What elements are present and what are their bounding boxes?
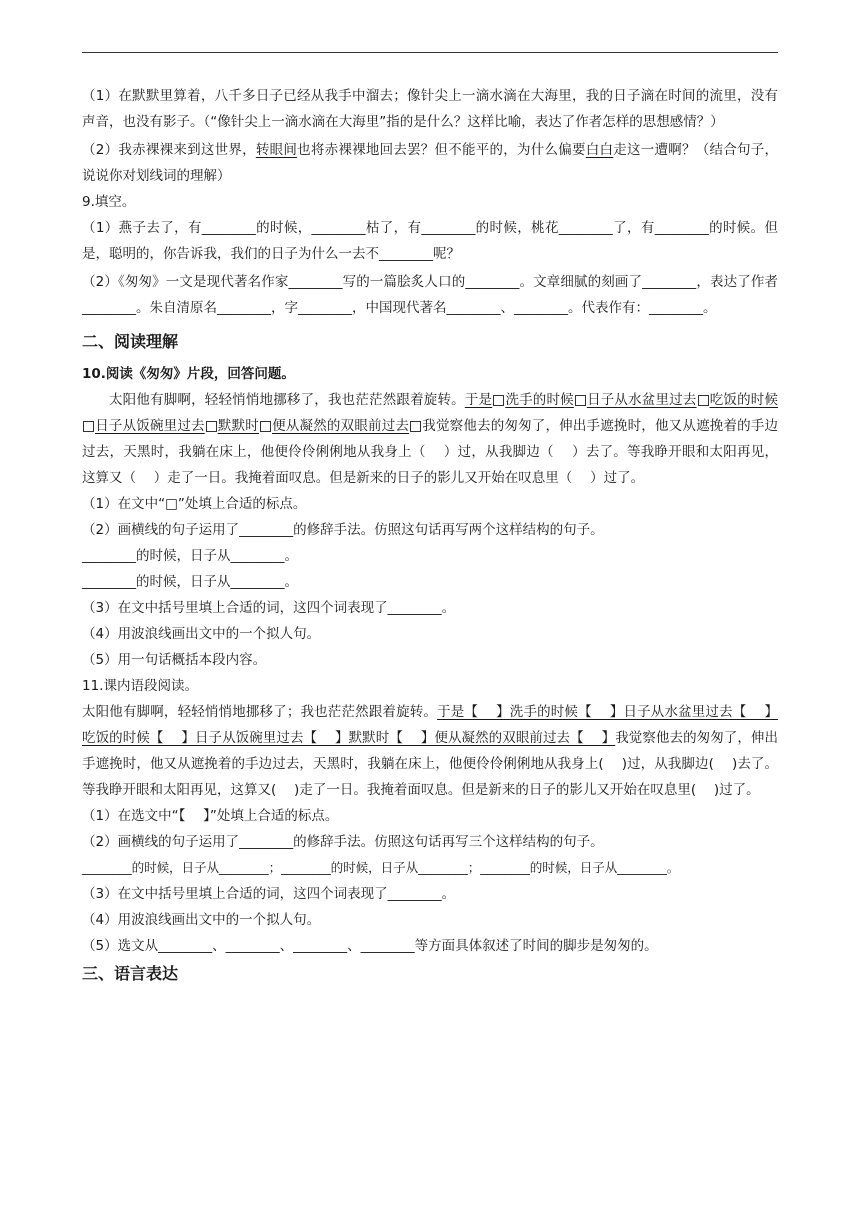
q11-title: 11.课内语段阅读。: [82, 678, 198, 694]
q10-underlined-sentence: 于是 洗手的时候 日子从水盆里过去 吃饭的时候日子从饭碗里过去 默默时 便从凝然的双眼前过去: [82, 392, 778, 434]
underlined-word-baibai: 白白: [585, 142, 614, 158]
q9-part1: （1）燕子去了，有________的时候，________枯了，有________的时候，桃花________了，有________的时候。但是，聪明的，你告诉我，我们的日子为什么一去不________呢？: [82, 220, 778, 262]
header-rule: [82, 52, 778, 53]
q10-question-1: （1）在文中“□”处填上合适的标点。: [82, 496, 307, 512]
section-2-title: 二、阅读理解: [82, 332, 179, 351]
q10-answer-line-2: ________的时候，日子从________。: [82, 574, 298, 590]
q11-question-4: （4）用波浪线画出文中的一个拟人句。: [82, 912, 321, 928]
q10-question-5: （5）用一句话概括本段内容。: [82, 652, 267, 668]
q10-answer-line-1: ________的时候，日子从________。: [82, 548, 298, 564]
section-3-title: 三、语言表达: [82, 964, 179, 983]
q10-question-3: （3）在文中括号里填上合适的词，这四个词表现了________。: [82, 600, 456, 616]
q10-question-2: （2）画横线的句子运用了________的修辞手法。仿照这句话再写两个这样结构的句子。: [82, 522, 604, 538]
worksheet-page: [82, 83, 778, 993]
q9-title: 9.填空。: [82, 194, 136, 210]
q9-part2: （2）《匆匆》一文是现代著名作家________写的一篇脍炙人口的________。文章细腻的刻画了________，表达了作者________。朱自清原名________，字________，中国现代著名________、________。代表作有：________。: [82, 274, 778, 316]
q11-question-2: （2）画横线的句子运用了________的修辞手法。仿照这句话再写三个这样结构的句子。: [82, 834, 604, 850]
blank-box: [575, 395, 586, 406]
blank-box: [206, 421, 217, 432]
blank-box: [698, 395, 709, 406]
underlined-word-zhuanyanjian: 转眼间: [255, 142, 298, 158]
q10-question-4: （4）用波浪线画出文中的一个拟人句。: [82, 626, 321, 642]
blank-box: [410, 421, 421, 432]
q11-question-3: （3）在文中括号里填上合适的词，这四个词表现了________。: [82, 886, 456, 902]
q11-underlined-sentence: 于是【 】洗手的时候【 】日子从水盆里过去【 】吃饭的时候【 】日子从饭碗里过去【 】默默时【 】便从凝然的双眼前过去【 】: [82, 704, 778, 746]
q11-question-5: （5）选文从________、________、________、________等方面具体叙述了时间的脚步是匆匆的。: [82, 938, 658, 954]
q8-part1: （1）在默默里算着，八千多日子已经从我手中溜去；像针尖上一滴水滴在大海里，我的日子滴在时间的流里，没有声音，也没有影子。（“像针尖上一滴水滴在大海里”指的是什么？这样比喻，表达了作者怎样的思想感情？）: [82, 88, 778, 130]
blank-box: [260, 421, 271, 432]
blank-box: [493, 395, 504, 406]
q10-passage: 太阳他有脚啊，轻轻悄悄地挪移了，我也茫茫然跟着旋转。于是 洗手的时候 日子从水盆里过去 吃饭的时候日子从饭碗里过去 默默时 便从凝然的双眼前过去 我觉察他去的匆匆了，伸出手遮挽时，他又从遮挽着的手边过去，天黑时，我躺在床上，他便伶伶俐俐地从我身上（ ）过，从我脚边（ ）去了。等我睁开眼和太阳再见，这算又（ ）走了一日。我掩着面叹息。但是新来的日子的影儿又开始在叹息里（ ）过了。: [82, 392, 779, 486]
q11-answer-line: ________的时候，日子从________；________的时候，日子从________；________的时候，日子从________。: [82, 860, 680, 875]
q8-part2: （2）我赤裸裸来到这世界，转眼间也将赤裸裸地回去罢？但不能平的，为什么偏要白白走这一遭啊？（结合句子，说说你对划线词的理解）: [82, 142, 779, 184]
q10-title: 10.阅读《匆匆》片段，回答问题。: [82, 366, 295, 382]
q11-question-1: （1）在选文中“【 】”处填上合适的标点。: [82, 808, 339, 824]
blank-box: [83, 421, 94, 432]
q11-passage: 太阳他有脚啊，轻轻悄悄地挪移了；我也茫茫然跟着旋转。于是【 】洗手的时候【 】日子从水盆里过去【 】吃饭的时候【 】日子从饭碗里过去【 】默默时【 】便从凝然的双眼前过去【 】我觉察他去的匆匆了，伸出手遮挽时，他又从遮挽着的手边过去，天黑时，我躺在床上，他便伶伶俐俐地从我身上( )过，从我脚边( )去了。等我睁开眼和太阳再见，这算又( )走了一日。我掩着面叹息。但是新来的日子的影儿又开始在叹息里( )过了。: [82, 704, 778, 798]
